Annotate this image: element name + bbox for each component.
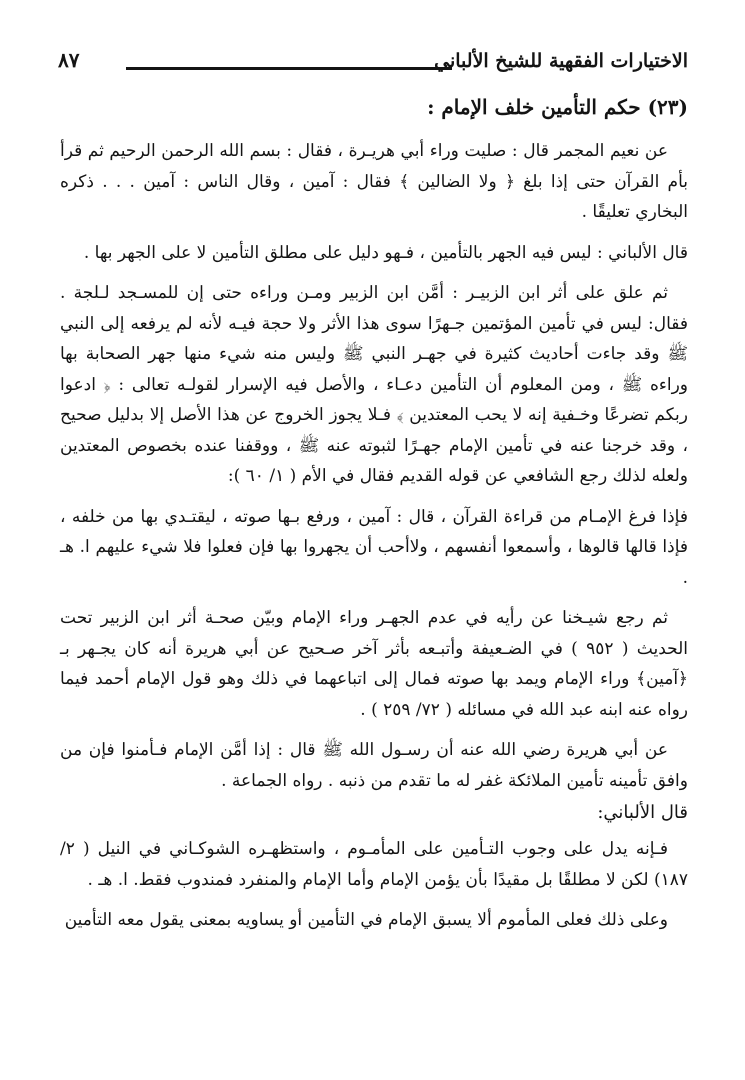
page-number: ٨٧ — [58, 48, 80, 72]
paragraph-consequence — [60, 905, 688, 936]
paragraph-text: ثم رجع شيـخنا عن رأيه في عدم الجهـر وراء الإمام وبيّن صحـة أثر ابن الزبير تحت الحديث ( ٩٥٢ ) في الضـعيفة وأتبـعه بأثر آخر صـحيح عن أبي هريرة أنه كان يجـهر بـ ﴿آمين﴾ وراء الإمام ويمد بها صوته فمال إلى اتباعهما في ذلك وهو قول الإمام أحمد فيما رواه عنه ابنه عبد الله في مسائله ( ٧٢/ ٢٥٩ ) . — [60, 608, 688, 720]
paragraph-text: عن أبي هريرة رضي الله عنه أن رسـول الله ﷺ قال : إذا أمَّن الإمام فـأمنوا فإن من وافق تأمينه تأمين الملائكة غفر له ما تقدم من ذنبه . رواه الجماعة . — [60, 740, 688, 791]
paragraph-abu-hurayra — [60, 735, 688, 796]
section-title: (٢٣) حكم التأمين خلف الإمام : — [427, 95, 688, 119]
paragraph-text: عن نعيم المجمر قال : صليت وراء أبي هريـرة ، فقال : بسم الله الرحمن الرحيم ثم قرأ بأم القرآن حتى إذا بلغ ﴿ ولا الضالين ﴾ فقال : آمين ، وقال الناس : آمين . . . ذكره البخاري تعليقًا . — [60, 141, 688, 222]
paragraph-sheikh-retraction — [60, 603, 688, 725]
paragraph-shafii-quote — [60, 502, 688, 594]
albani-label: قال الألباني: — [597, 802, 688, 823]
paragraph-albani-comment — [60, 238, 688, 269]
page-header — [58, 44, 688, 80]
paragraph-hadith-naim — [60, 136, 688, 228]
paragraph-text: وعلى ذلك فعلى المأموم ألا يسبق الإمام في التأمين أو يساويه بمعنى يقول معه التأمين — [64, 910, 668, 930]
page-body — [60, 92, 688, 946]
running-title: الاختيارات الفقهية للشيخ الألباني — [434, 50, 688, 72]
paragraph-text: قال الألباني : ليس فيه الجهر بالتأمين ، فـهو دليل على مطلق التأمين لا على الجهر بها . — [83, 242, 688, 263]
paragraph-obligation — [60, 834, 688, 895]
paragraph-text: فإذا فرغ الإمـام من قراءة القرآن ، قال : آمين ، ورفع بـها صوته ، ليقتـدي بها من خلفه ، فإذا قالها قالوها ، وأسمعوا أنفسهم ، ولاأحب أن يجهروا بها فإن فعلوا فلا شيء عليهم ا. هـ . — [60, 506, 688, 588]
paragraph-text: فـإنه يدل على وجوب التـأمين على المأمـوم ، واستظهـره الشوكـاني في النيل ( ٢/ ١٨٧) لكن لا مطلقًا بل مقيدًا بأن يؤمن الإمام وأما الإمام والمنفرد فمندوب فقط. ا. هـ . — [60, 839, 688, 890]
paragraph-ibn-zubayr — [60, 278, 688, 492]
paragraph-text: ثم علق على أثر ابن الزبيـر : أمَّن ابن الزبير ومـن وراءه حتى إن للمسـجد لـلجة . فقال: ليس في تأمين المؤتمين جـهرًا سوى هذا الأثر ولا حجة فيـه لأنه لم يرفعه إلى النبي ﷺ وقد جاءت أحاديث كثيرة في جهـر النبي ﷺ وليس منه شيء منها جهر الصحابة بها وراءه ﷺ ، ومن المعلوم أن التأمين دعـاء ، والأصل فيه الإسرار لقولـه تعالى : ﴿ ادعوا ربكم تضرعًا وخـفية إنه لا يحب المعتدين ﴾ فـلا يجوز الخروج عن هذا الأصل إلا بدليل صحيح ، وقد خرجنا عنه في تأمين الإمام جهـرًا لثبوته عنه ﷺ ، ووقفنا عنده بخصوص المعتدين ولعله لذلك رجع الشافعي عن قوله القديم فقال في الأم ( ١/ ٦٠ ): — [60, 283, 688, 486]
header-rule — [126, 67, 452, 70]
